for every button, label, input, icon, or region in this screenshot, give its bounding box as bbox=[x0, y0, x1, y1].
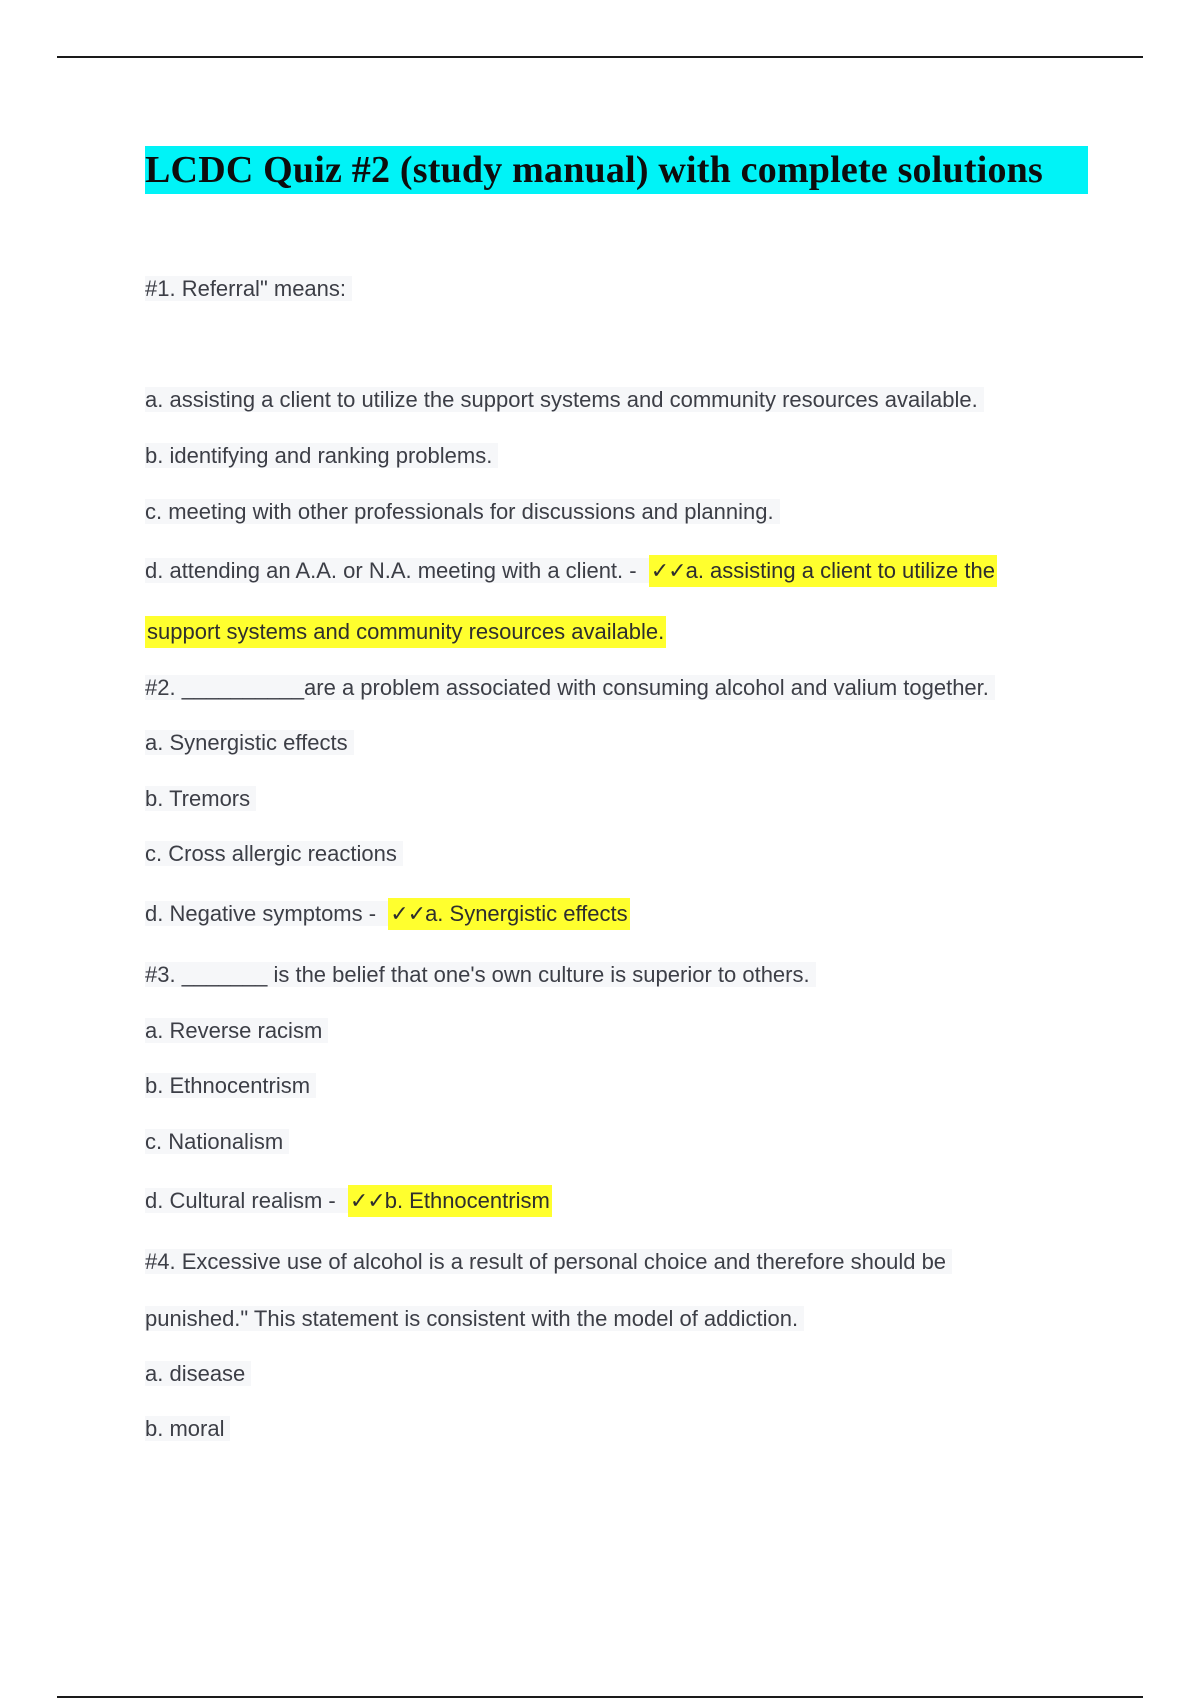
question-2-option-a: a. Synergistic effects bbox=[145, 728, 354, 758]
document-title-highlight bbox=[145, 146, 1088, 194]
checkmark-icon: ✓✓ bbox=[650, 558, 686, 583]
top-divider bbox=[57, 56, 1143, 58]
question-4-option-b: b. moral bbox=[145, 1414, 230, 1444]
question-1-answer-continued: support systems and community resources available. bbox=[145, 617, 666, 647]
question-1-stem: #1. Referral" means: bbox=[145, 274, 352, 304]
bottom-divider bbox=[57, 1696, 1143, 1698]
question-4-stem: #4. Excessive use of alcohol is a result of personal choice and therefore should be bbox=[145, 1247, 952, 1277]
question-1-option-a: a. assisting a client to utilize the support systems and community resources available. bbox=[145, 385, 984, 415]
question-1-option-b: b. identifying and ranking problems. bbox=[145, 441, 498, 471]
question-3-option-d: d. Cultural realism - ✓✓b. Ethnocentrism bbox=[145, 1186, 552, 1216]
question-3-option-c: c. Nationalism bbox=[145, 1127, 289, 1157]
question-2-option-c: c. Cross allergic reactions bbox=[145, 839, 403, 869]
checkmark-icon: ✓✓ bbox=[390, 901, 426, 926]
checkmark-icon: ✓✓ bbox=[349, 1188, 385, 1213]
question-2-option-d: d. Negative symptoms - ✓✓a. Synergistic effects bbox=[145, 899, 630, 929]
question-3-answer: ✓✓b. Ethnocentrism bbox=[348, 1185, 552, 1217]
question-2-option-b: b. Tremors bbox=[145, 784, 256, 814]
question-1-option-d: d. attending an A.A. or N.A. meeting with a client. - ✓✓a. assisting a client to utilize the bbox=[145, 556, 997, 586]
question-3-option-a: a. Reverse racism bbox=[145, 1016, 328, 1046]
question-4-option-a: a. disease bbox=[145, 1359, 251, 1389]
question-3-stem: #3. _______ is the belief that one's own culture is superior to others. bbox=[145, 960, 816, 990]
question-1-answer: ✓✓a. assisting a client to utilize the bbox=[649, 555, 997, 587]
question-2-answer: ✓✓a. Synergistic effects bbox=[388, 898, 629, 930]
question-3-option-b: b. Ethnocentrism bbox=[145, 1071, 316, 1101]
question-2-stem: #2. __________are a problem associated with consuming alcohol and valium together. bbox=[145, 673, 995, 703]
question-4-stem-continued: punished." This statement is consistent with the model of addiction. bbox=[145, 1304, 804, 1334]
question-1-option-c: c. meeting with other professionals for discussions and planning. bbox=[145, 497, 780, 527]
document-title: LCDC Quiz #2 (study manual) with complete solutions bbox=[145, 149, 1043, 191]
